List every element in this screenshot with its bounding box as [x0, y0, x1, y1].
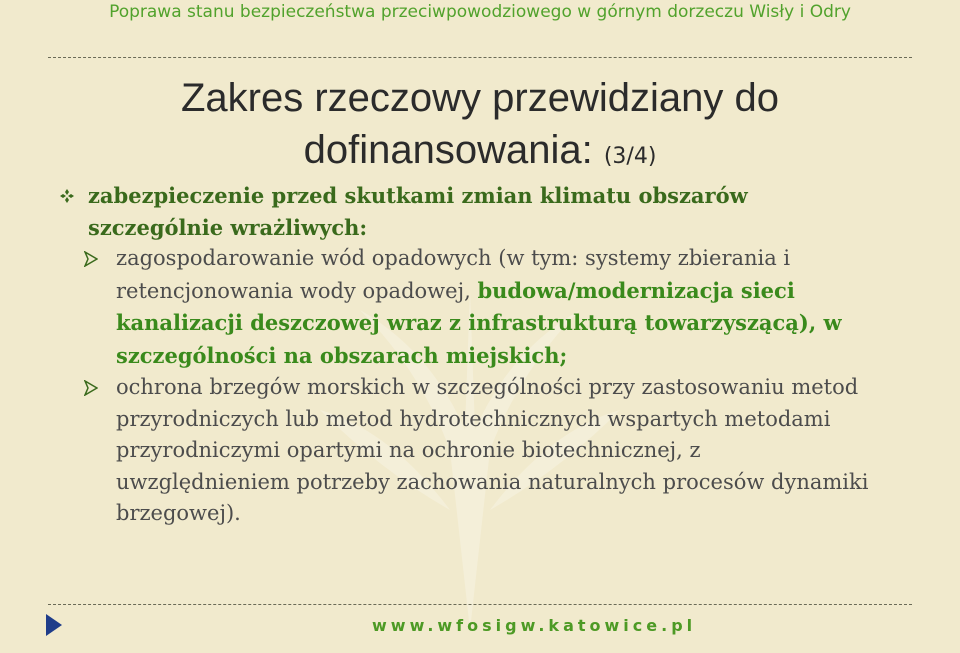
sub-list-item	[58, 372, 878, 530]
sub-list-item	[58, 243, 878, 372]
footer-url: www.wfosigw.katowice.pl	[372, 616, 697, 635]
sub-item-highlighted-text: budowa/modernizacja sieci kanalizacji deszczowej wraz z infrastrukturą towarzyszącą), w szczególności na obszarach miejskich;	[116, 277, 842, 368]
title-line-2-text: dofinansowania:	[303, 128, 593, 172]
slide-title	[0, 72, 960, 183]
arrow-bullet-icon	[84, 380, 98, 396]
sub-item-text: ochrona brzegów morskich w szczególności przy zastosowaniu metod przyrodniczych lub metod hydrotechnicznych wspartych metodami przyrodniczymi opartymi na ochronie biotechnicznej, z uwzględnieniem potrzeby zachowania naturalnych procesów dynamiki brzegowej).	[116, 375, 869, 525]
play-arrow-icon[interactable]	[46, 614, 62, 636]
sub-item-plain-text: zagospodarowanie wód opadowych (w tym: systemy zbierania i retencjonowania wody opadowej,	[116, 246, 791, 303]
title-line-1: Zakres rzeczowy przewidziany do	[181, 76, 779, 120]
list-item	[58, 180, 878, 243]
slide-counter: (3/4)	[603, 144, 657, 169]
top-divider	[48, 57, 912, 58]
title-line-2	[0, 124, 960, 183]
list-item-text: zabezpieczenie przed skutkami zmian klimatu obszarów szczególnie wrażliwych:	[88, 183, 748, 240]
presentation-header: Poprawa stanu bezpieczeństwa przeciwpowodziowego w górnym dorzeczu Wisły i Odry	[109, 2, 851, 22]
diamond-bullet-icon	[60, 189, 74, 203]
slide-content	[58, 180, 878, 530]
bottom-divider	[48, 604, 912, 605]
arrow-bullet-icon	[84, 251, 98, 267]
